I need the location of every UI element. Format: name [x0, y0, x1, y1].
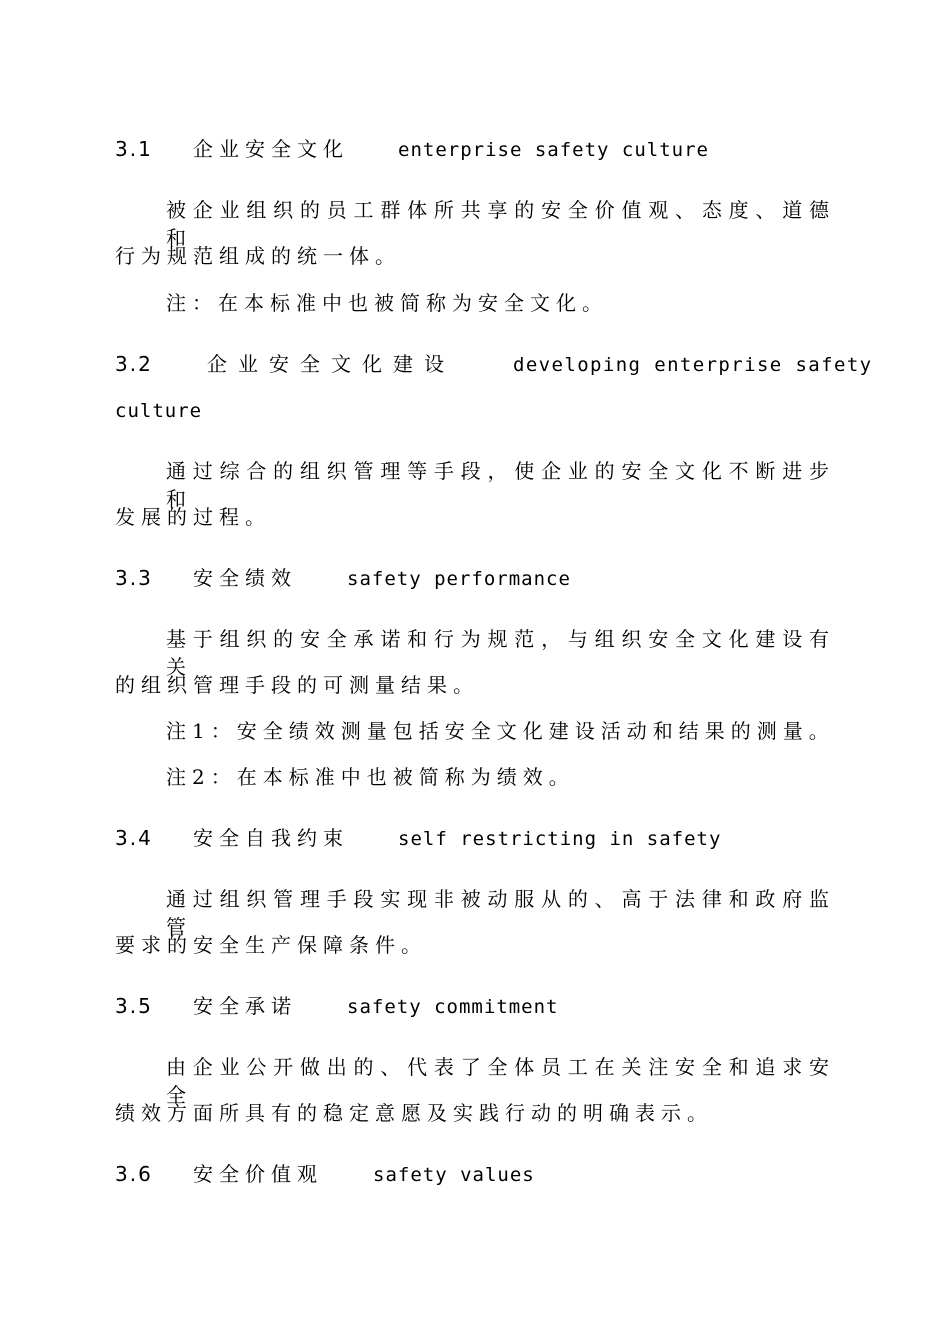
term-number: 3.2 — [115, 352, 153, 376]
definition-line: 行为规范组成的统一体。 — [115, 244, 401, 268]
term-english: developing enterprise safety — [513, 354, 873, 376]
term-number: 3.4 — [115, 826, 153, 850]
term-english: enterprise safety culture — [398, 139, 709, 161]
term-english: safety commitment — [347, 996, 559, 1018]
definition-line: 基于组织的安全承诺和行为规范，与组织安全文化建设有关 — [166, 627, 835, 679]
term-number: 3.1 — [115, 137, 153, 161]
term-number: 3.6 — [115, 1162, 153, 1186]
term-chinese: 安全承诺 — [193, 994, 297, 1018]
term-heading-3-3 — [115, 564, 835, 593]
term-heading-3-2 — [115, 350, 873, 379]
term-chinese: 企业安全文化建设 — [207, 352, 455, 376]
definition-line: 发展的过程。 — [115, 505, 271, 529]
note-line: 注：在本标准中也被简称为安全文化。 — [166, 291, 608, 315]
term-chinese: 安全绩效 — [193, 566, 297, 590]
term-heading-3-5 — [115, 992, 835, 1021]
term-chinese: 安全自我约束 — [193, 826, 349, 850]
term-heading-3-1 — [115, 135, 835, 164]
note-line: 注1：安全绩效测量包括安全文化建设活动和结果的测量。 — [166, 719, 835, 743]
note-line: 注2：在本标准中也被简称为绩效。 — [166, 765, 575, 789]
term-heading-3-4 — [115, 824, 835, 853]
term-number: 3.5 — [115, 994, 153, 1018]
term-chinese: 企业安全文化 — [193, 137, 349, 161]
definition-line: 被企业组织的员工群体所共享的安全价值观、态度、道德和 — [166, 198, 835, 250]
term-chinese: 安全价值观 — [193, 1162, 323, 1186]
term-english: safety values — [373, 1164, 535, 1186]
term-english: self restricting in safety — [398, 828, 722, 850]
term-english-continued: culture — [115, 400, 203, 422]
definition-line: 要求的安全生产保障条件。 — [115, 933, 427, 957]
term-heading-3-6 — [115, 1160, 835, 1189]
definition-line: 的组织管理手段的可测量结果。 — [115, 673, 479, 697]
term-number: 3.3 — [115, 566, 153, 590]
definition-line: 通过综合的组织管理等手段，使企业的安全文化不断进步和 — [166, 459, 835, 511]
definition-line: 绩效方面所具有的稳定意愿及实践行动的明确表示。 — [115, 1101, 713, 1125]
definition-line: 通过组织管理手段实现非被动服从的、高于法律和政府监管 — [166, 887, 835, 939]
definition-line: 由企业公开做出的、代表了全体员工在关注安全和追求安全 — [166, 1055, 835, 1107]
term-english: safety performance — [347, 568, 571, 590]
